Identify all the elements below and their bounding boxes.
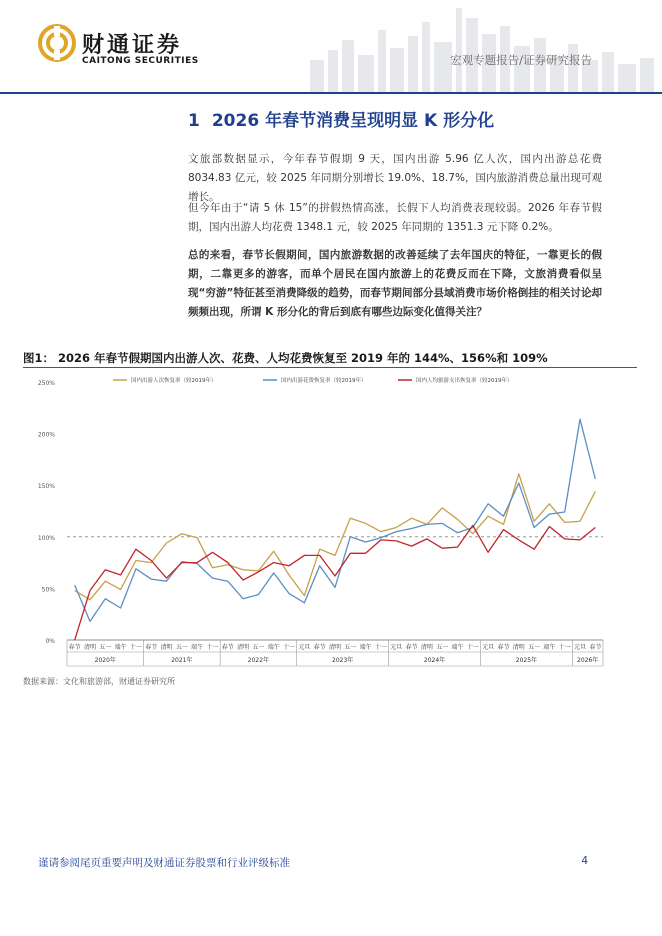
- section-title: [188, 106, 494, 131]
- city-skyline-watermark: [270, 0, 662, 92]
- x-tick-label: 清明: [512, 644, 525, 651]
- x-tick-label: 十一: [129, 644, 142, 651]
- legend-label: 国内出游人次恢复率（较2019年）: [131, 378, 217, 384]
- y-tick-label: 50%: [41, 586, 55, 594]
- year-group-label: 2023年: [332, 657, 354, 664]
- paragraph-1: 文旅部数据显示，今年春节假期 9 天，国内出游 5.96 亿人次，国内出游总花费 8034.83 亿元，较 2025 年同期分别增长 19.0%、18.7%，国内旅游消费总量出现可观增长。: [188, 153, 602, 203]
- figure-title: 图1： 2026 年春节假期国内出游人次、花费、人均花费恢复至 2019 年的 144%、156%和 109%: [23, 351, 548, 365]
- x-tick-label: 春节: [497, 644, 510, 651]
- x-tick-label: 清明: [420, 644, 433, 651]
- year-group-label: 2024年: [423, 657, 446, 664]
- y-tick-label: 250%: [37, 380, 55, 387]
- x-tick-label: 春节: [221, 644, 234, 651]
- y-tick-label: 200%: [37, 431, 55, 439]
- x-tick-label: 五一: [252, 644, 265, 651]
- footer-disclaimer: 谨请参阅尾页重要声明及财通证券股票和行业评级标准: [38, 857, 290, 869]
- x-tick-label: 清明: [328, 644, 342, 651]
- x-tick-label: 春节: [68, 644, 81, 651]
- x-tick-label: 清明: [83, 644, 96, 651]
- x-tick-label: 元旦: [574, 644, 587, 651]
- recovery-rate-line-chart: [23, 370, 613, 670]
- x-tick-label: 十一: [374, 644, 387, 651]
- legend-label: 国内人均旅游支出恢复率（较2019年）: [416, 378, 513, 384]
- x-tick-label: 元旦: [298, 644, 311, 651]
- x-tick-label: 清明: [237, 644, 250, 651]
- x-tick-label: 五一: [99, 644, 112, 651]
- x-tick-label: 五一: [175, 644, 188, 651]
- y-tick-label: 100%: [37, 534, 55, 542]
- x-tick-label: 十一: [206, 644, 219, 651]
- x-tick-label: 端午: [267, 644, 280, 651]
- x-tick-label: 端午: [191, 644, 204, 651]
- company-name-cn: 财通证券: [82, 33, 183, 58]
- page-header: [0, 0, 662, 96]
- x-tick-label: 春节: [145, 644, 158, 651]
- company-name-en: CAITONG SECURITIES: [82, 56, 199, 66]
- report-type: 宏观专题报告/证券研究报告: [450, 53, 592, 67]
- x-tick-label: 端午: [543, 644, 556, 651]
- year-group-label: 2020年: [94, 657, 116, 664]
- company-logo-icon: [38, 24, 76, 62]
- x-tick-label: 元旦: [482, 644, 495, 651]
- x-tick-label: 五一: [344, 644, 357, 651]
- paragraph-2: 但今年由于“请 5 休 15”的拼假热情高涨，长假下人均消费表现较弱。2026 年春节假期，国内出游人均花费 1348.1 元，较 2025 年同期的 1351.3 元下降 0.2%。: [188, 202, 602, 233]
- x-tick-label: 元旦: [390, 644, 403, 651]
- x-tick-label: 春节: [313, 644, 326, 651]
- x-tick-label: 端午: [114, 644, 127, 651]
- year-group-label: 2025年: [515, 657, 538, 664]
- legend-label: 国内出游花费恢复率（较2019年）: [281, 378, 367, 384]
- series-line-2: [75, 419, 596, 621]
- x-tick-label: 清明: [160, 644, 173, 651]
- x-tick-label: 端午: [359, 644, 372, 651]
- x-tick-label: 五一: [528, 644, 541, 651]
- x-tick-label: 十一: [558, 644, 571, 651]
- year-group-label: 2022年: [247, 657, 270, 664]
- series-line-3: [75, 525, 596, 640]
- y-tick-label: 150%: [37, 483, 55, 491]
- header-divider: [0, 92, 662, 94]
- page-number: 4: [581, 855, 588, 867]
- x-tick-label: 端午: [451, 644, 464, 651]
- x-tick-label: 春节: [405, 644, 418, 651]
- x-tick-label: 十一: [466, 644, 479, 651]
- figure-title-rule: [23, 367, 637, 368]
- year-group-label: 2026年: [577, 657, 599, 664]
- figure-source: 数据来源：文化和旅游部，财通证券研究所: [23, 677, 175, 686]
- x-tick-label: 春节: [589, 644, 602, 651]
- section-number: 1: [188, 111, 200, 131]
- section-title-text: 2026 年春节消费呈现明显 K 形分化: [211, 111, 495, 131]
- y-tick-label: 0%: [45, 638, 55, 645]
- x-tick-label: 五一: [436, 644, 449, 651]
- x-tick-label: 十一: [283, 644, 296, 651]
- year-group-label: 2021年: [171, 657, 193, 664]
- paragraph-3-summary: 总的来看，春节长假期间，国内旅游数据的改善延续了去年国庆的特征，一靠更长的假期，二靠更多的游客，而单个居民在国内旅游上的花费反而在下降，文旅消费看似呈现“穷游”特征甚至消费降级的趋势，而春节期间部分县域消费市场价格倒挂的相关讨论却频频出现，所谓 K 形分化的背后到底有哪些边际变化值得关注？: [188, 249, 602, 318]
